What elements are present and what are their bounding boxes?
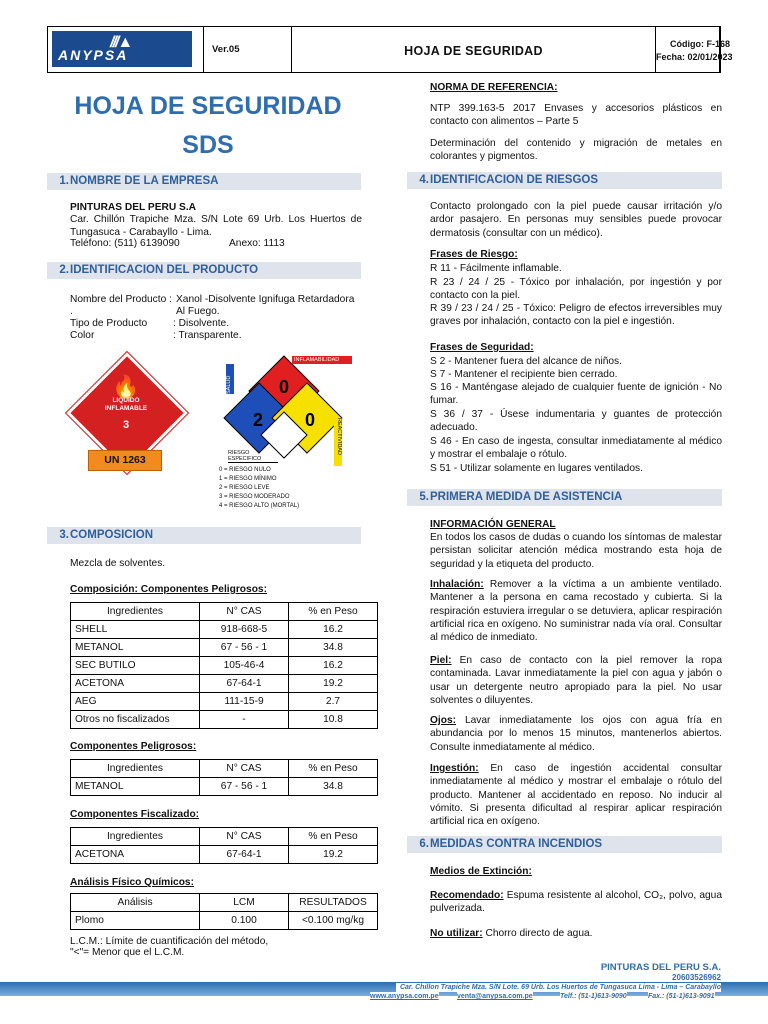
recommended-block [430,889,722,916]
nfpa-health-value: 2 [252,410,264,430]
nfpa-reactivity-label: REACTIVIDAD [334,418,342,466]
logo-mark-icon: ///▲ [110,34,132,51]
footer-company: PINTURAS DEL PERU S.A. [600,962,721,973]
table-cell: 111-15-9 [200,693,289,711]
legend-item: 4 = RIESGO ALTO (MORTAL) [219,503,300,509]
risk-phrase: R 11 - Fácilmente inflamable. [430,263,562,274]
section-5-heading [407,489,722,506]
table-row [71,846,378,864]
section-2-heading [47,262,361,279]
less-than-note: "<"= Menor que el L.C.M. [70,947,185,958]
table-header-cell: % en Peso [289,828,378,846]
table-row [71,657,378,675]
doc-code: Código: F-168 [670,39,730,49]
inhalation-block [430,578,722,644]
safety-phrase: S 46 - En caso de ingesta, consultar inmediatamente al médico y mostrar el embalaje o rótulo. [430,436,722,461]
doc-title-line1: HOJA DE SEGURIDAD [74,92,342,120]
table-header-cell: RESULTADOS [289,894,378,912]
table-cell: 16.2 [289,657,378,675]
product-name-dot: . [70,306,73,317]
section-title: COMPOSICION [70,529,154,541]
table-header-row [71,603,378,621]
section-6-heading [407,836,722,853]
dangerous-components-table [70,759,378,796]
table-cell: 67 - 56 - 1 [200,639,289,657]
flame-icon: 🔥 [112,374,140,399]
eyes-block [430,714,722,754]
nfpa-flammability-label: INFLAMABILIDAD [292,356,352,364]
controlled-components-table [70,827,378,864]
nfpa-reactivity-value: 0 [304,410,316,430]
safety-phrase: S 2 - Mantener fuera del alcance de niños. [430,356,622,367]
company-phone: Teléfono: (511) 6139090 [70,238,180,249]
version: Ver.05 [204,27,292,72]
general-info-title: INFORMACIÓN GENERAL [430,519,556,530]
product-name-value-2: Al Fuego. [176,306,220,317]
table-cell: 67-64-1 [200,846,289,864]
legend-item: 1 = RIESGO MÍNIMO [219,476,277,482]
physchem-analysis-table [70,893,378,930]
safety-phrase: S 51 - Utilizar solamente en lugares ventilados. [430,463,643,474]
document-header [47,26,733,73]
footer-fax: Fax.: (51-1)613-9091 [648,993,715,1000]
safety-phrase: S 16 - Manténgase alejado de cualquier fuente de ignición - No fumar. [430,382,722,407]
skin-block [430,654,722,707]
composition-table [70,602,378,729]
controlled-components-title: Componentes Fiscalizado: [70,809,200,820]
safety-phrases-title: Frases de Seguridad: [430,342,534,353]
section-number: 1. [59,175,69,187]
table-cell: ACETONA [71,846,200,864]
table-cell: Plomo [71,912,200,930]
ingestion-title: Ingestión: [430,763,479,774]
table-cell: 2.7 [289,693,378,711]
ghs-class: 3 [122,419,130,431]
footer-ruc: 20603526962 [672,973,721,982]
table-header-row [71,894,378,912]
section-number: 3. [59,529,69,541]
general-info-text: En todos los casos de dudas o cuando los síntomas de malestar persistan solicitar atención médica mostrando esta hoja de seguridad y la etiqueta del producto. [430,532,722,570]
table-row [71,639,378,657]
eyes-text: Lavar inmediatamente los ojos con agua fría en abundancia por lo menos 15 minutos, mantenerlos abiertos. Consulte inmediatamente al médico. [430,715,722,753]
norma-paragraph-2: Determinación del contenido y migración de metales en colorantes y pigmentos. [430,138,722,163]
product-color-label: Color [70,330,95,341]
section-4-heading [407,172,722,189]
doc-title-line2: SDS [182,131,234,159]
footer-web-link[interactable]: www.anypsa.com.pe [370,993,439,1000]
table-cell: 19.2 [289,846,378,864]
nfpa-health-label: SALUD [226,364,234,394]
risk-phrases-title: Frases de Riesgo: [430,249,518,260]
table-cell: METANOL [71,778,200,796]
physchem-analysis-title: Análisis Físico Químicos: [70,877,194,888]
nfpa-special-label: RIESGO ESPECIFICO [228,450,278,463]
inhalation-title: Inhalación: [430,579,484,590]
company-annex: Anexo: 1113 [229,238,285,249]
anypsa-logo [52,31,192,67]
ghs-text-1: LIQUIDO [112,397,140,404]
ingestion-text: En caso de ingestión accidental consultar inmediatamente al médico y mostrar el embalaje o rótulo del producto. Mantener al accidentado en reposo. No inducir al vómito. Si presenta dificultad al respirar aplicar respiración artificial rica en oxígeno. [430,763,722,827]
table-cell: SHELL [71,621,200,639]
table-cell: 105-46-4 [200,657,289,675]
risk-phrase: R 39 / 23 / 24 / 25 - Tóxico: Peligro de efectos irreversibles muy graves por inhalación, contacto con la piel e ingestión. [430,303,722,328]
table-cell: 19.2 [289,675,378,693]
table-cell: <0.100 mg/kg [289,912,378,930]
composition-table-title: Composición: Componentes Peligrosos: [70,584,267,595]
table-cell: ACETONA [71,675,200,693]
risk-intro: Contacto prolongado con la piel puede causar irritación y/o ardor pasajero. En personas muy sensibles puede provocar dermatosis (consultar con un médico). [430,201,722,239]
table-header-row [71,760,378,778]
table-cell: 67-64-1 [200,675,289,693]
company-address: Car. Chillón Trapiche Mza. S/N Lote 69 Urb. Los Huertos de Tungasuca - Carabayllo - Lima. [70,214,362,239]
ingestion-block [430,762,722,828]
table-row [71,675,378,693]
table-row [71,711,378,729]
table-header-cell: N° CAS [200,603,289,621]
product-name-label: Nombre del Producto : [70,294,172,305]
table-header-cell: N° CAS [200,760,289,778]
legend-item: 2 = RIESGO LEVE [219,485,270,491]
recommended-text: Espuma resistente al alcohol, CO₂, polvo, agua pulverizada. [430,890,722,915]
norma-paragraph-1: NTP 399.163-5 2017 Envases y accesorios plásticos en contacto con alimentos – Parte 5 [430,103,722,128]
product-type-value: : Disolvente. [173,318,230,329]
not-use-title: No utilizar: [430,928,483,939]
table-cell: 16.2 [289,621,378,639]
footer-tel: Telf.: (51-1)613-9090 [560,993,627,1000]
company-name: PINTURAS DEL PERU S.A [70,202,197,213]
logo-wordmark: ANYPSA [58,46,129,63]
eyes-title: Ojos: [430,715,457,726]
table-cell: 918-668-5 [200,621,289,639]
not-use-block [430,927,722,940]
section-title: MEDIDAS CONTRA INCENDIOS [430,838,603,850]
table-cell: 34.8 [289,639,378,657]
table-cell: 34.8 [289,778,378,796]
product-color-value: : Transparente. [173,330,242,341]
doc-date: Fecha: 02/01/2023 [656,52,733,62]
table-row [71,912,378,930]
section-number: 5. [419,491,429,503]
section-title: IDENTIFICACION DEL PRODUCTO [70,264,259,276]
section-number: 4. [419,174,429,186]
table-header-cell: LCM [200,894,289,912]
legend-item: 0 = RIESGO NULO [219,467,271,473]
dangerous-components-title: Componentes Peligrosos: [70,741,197,752]
norma-title: NORMA DE REFERENCIA: [430,82,558,93]
un-number: UN 1263 [88,450,162,471]
lcm-note: L.C.M.: Límite de cuantificación del método, [70,936,269,947]
table-cell: 10.8 [289,711,378,729]
section-title: NOMBRE DE LA EMPRESA [70,175,219,187]
skin-title: Piel: [430,655,452,666]
table-cell: 0.100 [200,912,289,930]
table-header-cell: % en Peso [289,603,378,621]
safety-phrase: S 7 - Mantener el recipiente bien cerrado. [430,369,618,380]
table-header-cell: Ingredientes [71,828,200,846]
table-cell: SEC BUTILO [71,657,200,675]
section-number: 6. [419,838,429,850]
footer-email-link[interactable]: venta@anypsa.com.pe [457,993,533,1000]
footer-address: Car. Chillon Trapiche Mza. S/N Lote. 69 Urb. Los Huertos de Tungasuca Lima - Lima – Carabayllo [396,983,721,992]
table-cell: METANOL [71,639,200,657]
table-row [71,778,378,796]
recommended-title: Recomendado: [430,890,504,901]
section-1-heading [47,173,361,190]
product-type-label: Tipo de Producto [70,318,148,329]
section-3-heading [47,527,361,544]
code-cell [656,27,733,72]
risk-phrase: R 23 / 24 / 25 - Tóxico por inhalación, por ingestión y por contacto con la piel. [430,277,722,302]
table-row [71,693,378,711]
table-header-cell: N° CAS [200,828,289,846]
not-use-text: Chorro directo de agua. [482,928,593,939]
skin-text: En caso de contacto con la piel remover la ropa contaminada. Lavar inmediatamente la piel con agua y jabón o usar un detergente neutro apropiado para la piel. No usar solventes o diluyentes. [430,655,722,706]
section-number: 2. [59,264,69,276]
table-cell: - [200,711,289,729]
header-title: HOJA DE SEGURIDAD [292,27,656,72]
table-header-cell: Ingredientes [71,603,200,621]
table-cell: Otros no fiscalizados [71,711,200,729]
table-header-cell: Análisis [71,894,200,912]
table-row [71,621,378,639]
legend-item: 3 = RIESGO MODERADO [219,494,290,500]
extinction-media-title: Medios de Extinción: [430,866,532,877]
section-title: PRIMERA MEDIDA DE ASISTENCIA [430,491,623,503]
table-header-cell: % en Peso [289,760,378,778]
nfpa-flammability-value: 0 [278,377,290,397]
section-title: IDENTIFICACION DE RIESGOS [430,174,599,186]
safety-phrase: S 36 / 37 - Úsese indumentaria y guantes de protección adecuado. [430,409,722,434]
product-name-value: Xanol -Disolvente Ignifuga Retardadora [176,294,355,305]
table-header-row [71,828,378,846]
ghs-text-2: INFLAMABLE [104,405,148,412]
table-header-cell: Ingredientes [71,760,200,778]
table-cell: 67 - 56 - 1 [200,778,289,796]
logo-cell [48,27,204,72]
table-cell: AEG [71,693,200,711]
composition-intro: Mezcla de solventes. [70,558,166,569]
inhalation-text: Remover a la víctima a un ambiente ventilado. Mantener a la persona en cama recostado y cubierta. Si la respiración estuviera irregular o se detuviera, aplicar respiración artificial rica en oxígeno. No suministrar nada vía oral. Consultar al médico de inmediato. [430,579,722,643]
